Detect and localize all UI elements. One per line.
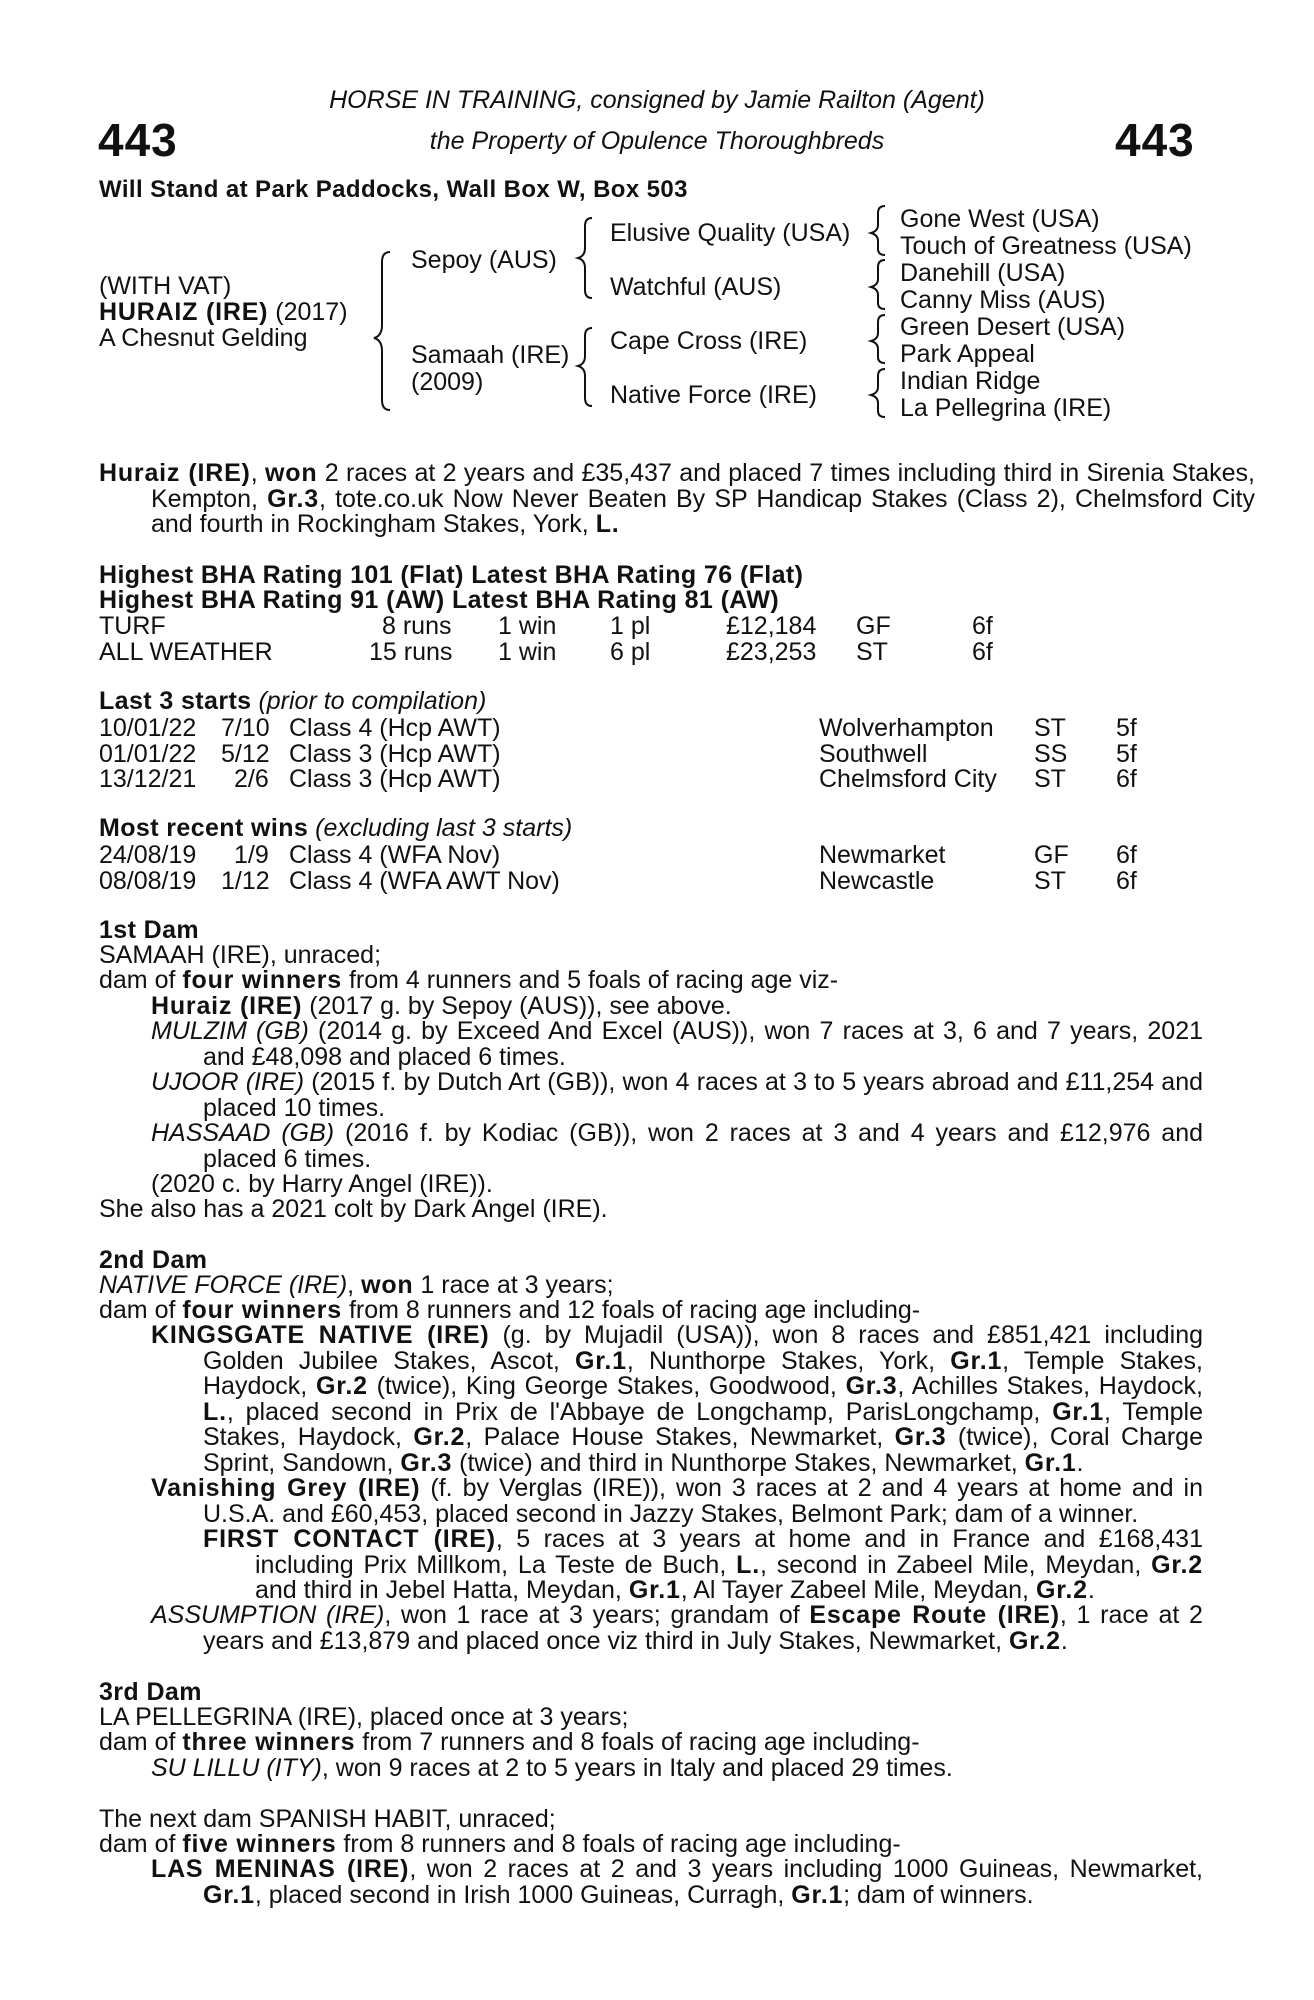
next-dam-produce-summary [99,1832,901,1858]
ggp-8: La Pellegrina (IRE) [900,394,1112,422]
text-run: , 5 races at 3 years at home and in France and £168,431 including Prix Millkom, La Teste de Buch, [255,1525,1203,1579]
produce-name: KINGSGATE NATIVE (IRE) [151,1321,490,1349]
win-date: 08/08/19 [99,867,197,895]
record-places: 1 pl [610,612,651,640]
text-run: (twice), King George Stakes, Goodwood, [367,1372,846,1401]
text-run: Gr.1 [203,1880,255,1909]
start-date: 10/01/22 [99,714,197,742]
record-runs: 8 runs [382,612,452,640]
produce-item [151,1756,953,1782]
win-distance: 6f [1116,867,1137,895]
text-run: , placed second in Irish 1000 Guineas, Curragh, [254,1880,792,1909]
start-course: Wolverhampton [819,714,994,742]
text-run: Gr.3 [845,1372,898,1401]
ggp-brace-3 [871,315,885,363]
text-run: , Temple Stakes, Haydock, [203,1346,1203,1401]
vat-note: (WITH VAT) [99,272,232,300]
produce-name: ASSUMPTION (IRE) [151,1601,385,1629]
record-surface: ALL WEATHER [99,638,273,666]
ggp-4: Canny Miss (AUS) [900,286,1106,314]
recent-wins-heading [99,816,572,842]
start-distance: 6f [1116,765,1137,793]
text-run: Gr.1 [1052,1397,1105,1426]
text: dam of [99,966,183,994]
produce-name: LAS MENINAS (IRE) [151,1855,410,1883]
produce-item [151,1857,1203,1908]
consignor-line: HORSE IN TRAINING, consigned by Jamie Railton (Agent) [329,86,985,114]
win-course: Newcastle [819,867,935,895]
text-run: L. [736,1550,760,1579]
first-dam-produce-summary [99,968,838,994]
sire: Sepoy (AUS) [411,246,557,274]
win-race: Class 4 (WFA AWT Nov) [289,867,560,895]
text: 1 race at 3 years; [413,1271,614,1299]
start-position: 2/6 [234,765,269,793]
record-distance: 6f [972,638,993,666]
text-run: Gr.2 [1151,1550,1203,1579]
text-run: Gr.2 [1035,1576,1088,1605]
ggp-1: Gone West (USA) [900,205,1100,233]
sire-dam: Watchful (AUS) [610,273,782,301]
record-places: 6 pl [610,638,651,666]
winners-count: four winners [182,966,342,994]
dam-dam: Native Force (IRE) [610,381,817,409]
start-distance: 5f [1116,740,1137,768]
text-run: , Palace House Stakes, Newmarket, [465,1423,895,1452]
horse-year: (2017) [268,298,348,326]
produce-item [151,994,732,1020]
text: from 7 runners and 8 foals of racing age including- [355,1728,920,1756]
winners-count: five winners [182,1830,337,1858]
record-going: ST [856,638,888,666]
start-race: Class 3 (Hcp AWT) [289,740,501,768]
first-dam-line: SAMAAH (IRE), unraced; [99,941,382,969]
produce-name: UJOOR (IRE) [151,1068,305,1096]
record-going: GF [856,612,891,640]
summary-horse: Huraiz (IRE) [99,459,251,487]
text-run: (twice) and third in Nunthorpe Stakes, Newmarket, [452,1448,1025,1477]
produce-name: HASSAAD (GB) [151,1119,335,1147]
produce-name: FIRST CONTACT (IRE) [203,1525,496,1553]
grandproduce-item [203,1527,1203,1604]
record-distance: 6f [972,612,993,640]
main-brace [374,252,390,410]
produce-name: Huraiz (IRE) [151,992,303,1020]
win-position: 1/12 [221,867,270,895]
text-run: Gr.3 [400,1448,453,1477]
record-prize: £23,253 [726,638,817,666]
ggp-brace-2 [871,260,885,309]
dam-brace [578,328,592,406]
recent-wins-note: (excluding last 3 starts) [308,814,573,842]
text: dam of [99,1296,183,1324]
last-starts-note: (prior to compilation) [251,687,487,715]
text-run: Gr.1 [1024,1448,1077,1477]
text-run: (twice), Coral Charge Sprint, Sandown, [203,1423,1203,1477]
produce-text: (f. by Verglas (IRE)), won 3 races at 2 and 4 years at home and in U.S.A. and £60,453, placed second in Jazzy Stakes, Belmont Park; dam of a winner. [203,1474,1203,1528]
winners-count: three winners [182,1728,356,1756]
ggp-brace-4 [871,369,885,417]
start-position: 7/10 [221,714,270,742]
text-run: , second in Zabeel Mile, Meydan, [759,1550,1152,1579]
produce-item [151,1019,1203,1070]
start-race: Class 4 (Hcp AWT) [289,714,501,742]
race-summary: Huraiz (IRE), won 2 races at 2 years and £35,437 and placed 7 times including third in Sirenia Stakes, Kempton, Gr.3, tote.co.uk Now Never Beaten By SP Handicap Stakes (Class 2), Chelmsford City and fourth in Rockingham Stakes, York, L. [99,459,1255,539]
ggp-5: Green Desert (USA) [900,313,1126,341]
win-going: ST [1034,867,1066,895]
horse-name: HURAIZ (IRE) [99,298,269,326]
text-run: Gr.2 [413,1423,466,1452]
summary-grade-1: Gr.3 [267,484,320,513]
start-distance: 5f [1116,714,1137,742]
text-run: , Al Tayer Zabeel Mile, Meydan, [680,1576,1036,1605]
produce-item [151,1121,1203,1172]
summary-grade-2: L. [595,510,620,539]
produce-name: MULZIM (GB) [151,1017,309,1045]
text-run: Escape Route (IRE) [809,1601,1060,1629]
third-dam-line: LA PELLEGRINA (IRE), placed once at 3 years; [99,1703,629,1731]
sire-sire: Elusive Quality (USA) [610,219,851,247]
ggp-7: Indian Ridge [900,367,1041,395]
winners-count: four winners [182,1296,342,1324]
start-course: Southwell [819,740,928,768]
text-run: Gr.1 [628,1576,681,1605]
produce-name: Vanishing Grey (IRE) [151,1474,421,1502]
third-dam-produce-summary [99,1730,920,1756]
summary-text-1: 2 races at 2 years and £35,437 and placed 7 times including third in Sirenia Stakes, Kempton, [151,459,1255,513]
ggp-brace-1 [871,206,885,255]
horse-description: A Chesnut Gelding [99,324,308,352]
text-run: . [1076,1448,1084,1477]
text-run: and third in Jebel Hatta, Meydan, [255,1576,629,1605]
win-course: Newmarket [819,841,946,869]
dam-year: (2009) [411,368,484,396]
produce-item [151,1323,1203,1477]
text-run: L. [203,1397,227,1426]
text-run: , placed second in Prix de l'Abbaye de Longchamp, ParisLongchamp, [226,1397,1053,1426]
text-run: Gr.2 [315,1372,368,1401]
record-wins: 1 win [498,638,557,666]
text-run: . [1087,1576,1095,1605]
last-starts-heading [99,689,486,715]
start-going: ST [1034,714,1066,742]
start-course: Chelmsford City [819,765,997,793]
won-label: won [361,1271,414,1299]
text-run: , Nunthorpe Stakes, York, [626,1346,951,1375]
start-date: 13/12/21 [99,765,197,793]
second-dam-produce-summary [99,1298,920,1324]
stand-location: Will Stand at Park Paddocks, Wall Box W, Box 503 [99,176,688,203]
first-dam-note: She also has a 2021 colt by Dark Angel (IRE). [99,1195,608,1223]
first-dam-heading: 1st Dam [99,916,200,944]
text: from 8 runners and 8 foals of racing age including- [336,1830,901,1858]
produce-text: (2015 f. by Dutch Art (GB)), won 4 races at 3 to 5 years abroad and £11,254 and placed 10 times. [203,1068,1203,1122]
summary-won: won [265,459,318,487]
text: dam of [99,1830,183,1858]
text-run: , won 2 races at 2 and 3 years including 1000 Guineas, Newmarket, [409,1855,1203,1883]
next-dam-line: The next dam SPANISH HABIT, unraced; [99,1805,556,1833]
text: , [347,1271,362,1299]
record-surface: TURF [99,612,166,640]
ggp-6: Park Appeal [900,340,1035,368]
summary-text-2: , tote.co.uk Now Never Beaten By SP Handicap Stakes (Class 2), Chelmsford City and fourth in Rockingham Stakes, York, [151,484,1255,539]
text-run: (g. by Mujadil (USA)), won 8 races and £851,421 including Golden Jubilee Stakes, Ascot, [203,1321,1203,1375]
produce-item [151,1476,1203,1527]
text: from 8 runners and 12 foals of racing age including- [342,1296,921,1324]
owner-line: the Property of Opulence Thoroughbreds [429,127,885,155]
dam: Samaah (IRE) [411,341,570,369]
start-race: Class 3 (Hcp AWT) [289,765,501,793]
text: from 4 runners and 5 foals of racing age viz- [342,966,839,994]
produce-text: , won 9 races at 2 to 5 years in Italy and placed 29 times. [321,1754,953,1782]
start-position: 5/12 [221,740,270,768]
ggp-3: Danehill (USA) [900,259,1066,287]
start-date: 01/01/22 [99,740,197,768]
record-runs: 15 runs [369,638,453,666]
last-starts-title: Last 3 starts [99,687,252,715]
produce-text: (2014 g. by Exceed And Excel (AUS)), won 7 races at 3, 6 and 7 years, 2021 and £48,098 and placed 6 times. [203,1017,1204,1071]
win-date: 24/08/19 [99,841,197,869]
produce-text: (2017 g. by Sepoy (AUS)), see above. [302,992,732,1020]
text-run: , Achilles Stakes, Haydock, [897,1372,1203,1401]
recent-wins-title: Most recent wins [99,814,309,842]
rating-line-aw: Highest BHA Rating 91 (AW) Latest BHA Rating 81 (AW) [99,586,780,614]
second-dam-heading: 2nd Dam [99,1246,208,1274]
sire-brace [578,218,592,298]
start-going: ST [1034,765,1066,793]
produce-item [151,1603,1203,1654]
lot-number-right: 443 [1115,114,1195,166]
rating-line-flat: Highest BHA Rating 101 (Flat) Latest BHA Rating 76 (Flat) [99,561,804,589]
ggp-2: Touch of Greatness (USA) [900,232,1192,260]
win-going: GF [1034,841,1069,869]
text-run: , won 1 race at 3 years; grandam of [384,1601,810,1629]
produce-name: SU LILLU (ITY) [151,1754,322,1782]
text: dam of [99,1728,183,1756]
text-run: Gr.1 [575,1346,627,1375]
dam-sire: Cape Cross (IRE) [610,327,808,355]
win-distance: 6f [1116,841,1137,869]
text-run: Gr.3 [894,1423,947,1452]
produce-item [151,1070,1203,1121]
second-dam-name: NATIVE FORCE (IRE) [99,1271,348,1299]
text-run: , 1 race at 2 years and £13,879 and placed once viz third in July Stakes, Newmarket, [203,1601,1203,1655]
text-run: Gr.1 [950,1346,1003,1375]
third-dam-heading: 3rd Dam [99,1678,202,1706]
text-run: Gr.2 [1009,1626,1061,1655]
second-dam-line [99,1273,614,1299]
lot-number-left: 443 [98,114,178,166]
produce-item: (2020 c. by Harry Angel (IRE)). [151,1170,493,1198]
text-run: , Temple Stakes, Haydock, [203,1397,1204,1452]
text-run: ; dam of winners. [843,1880,1034,1909]
text-run: Gr.1 [791,1880,844,1909]
win-position: 1/9 [234,841,269,869]
win-race: Class 4 (WFA Nov) [289,841,501,869]
start-going: SS [1034,740,1068,768]
text-run: . [1060,1626,1068,1655]
produce-text: (2016 f. by Kodiac (GB)), won 2 races at 3 and 4 years and £12,976 and placed 6 times. [203,1119,1204,1173]
record-prize: £12,184 [726,612,817,640]
record-wins: 1 win [498,612,557,640]
